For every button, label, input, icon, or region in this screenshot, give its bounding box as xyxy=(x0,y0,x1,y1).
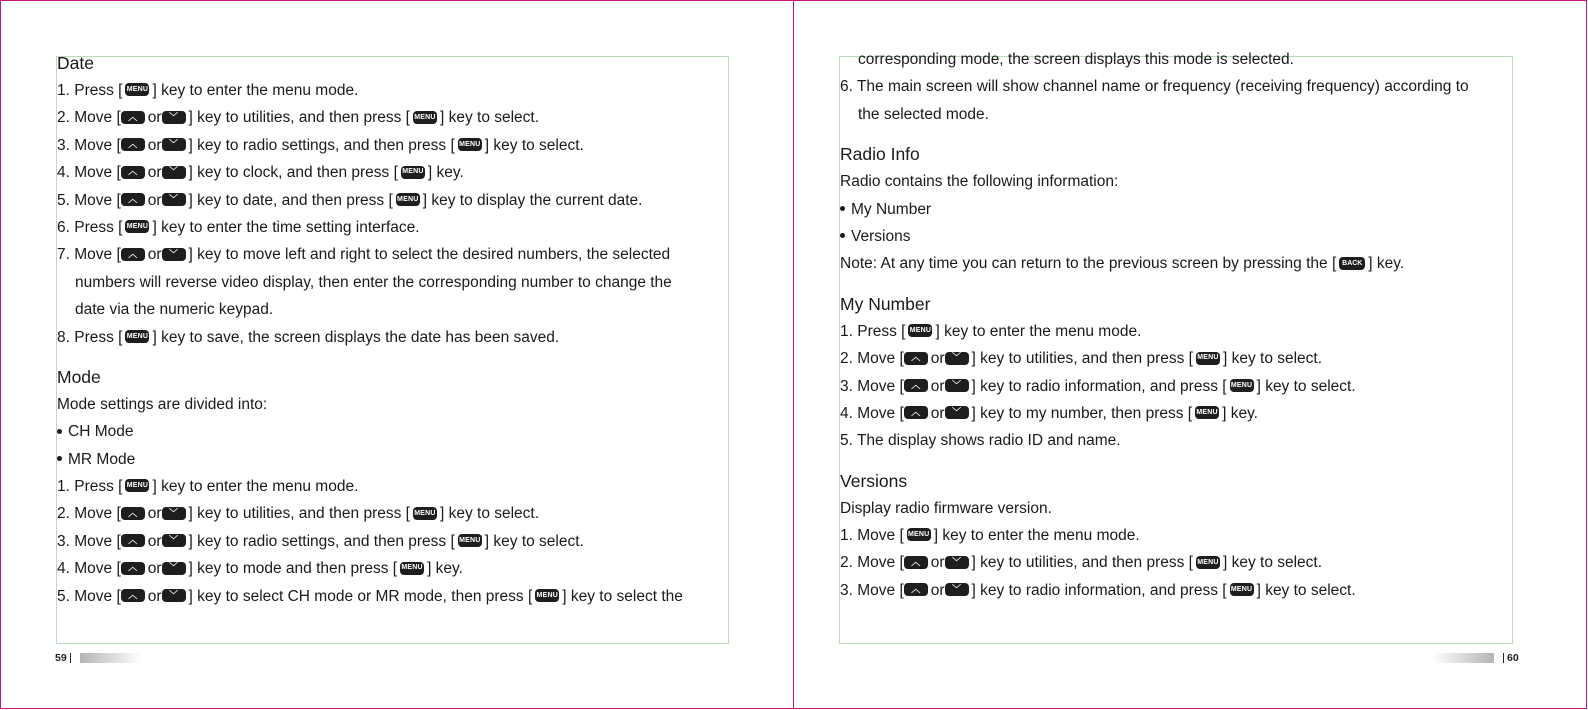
my-number-heading: My Number xyxy=(840,293,931,314)
menu-key-icon: MENU xyxy=(400,562,424,575)
radio-info-heading: Radio Info xyxy=(840,144,920,165)
mode-bullet-ch: CH Mode xyxy=(57,418,747,445)
menu-key-icon: MENU xyxy=(125,83,149,96)
menu-key-icon: MENU xyxy=(908,324,932,337)
menu-key-icon: MENU xyxy=(535,589,559,602)
bullet-icon xyxy=(840,233,845,238)
bullet-icon xyxy=(57,456,62,461)
date-step-6: 6. Press [ MENU ] key to enter the time setting interface. xyxy=(57,218,420,236)
mode-step-1: 1. Press [ MENU ] key to enter the menu mode. xyxy=(57,478,359,496)
down-key-icon: ﹀ xyxy=(945,379,969,392)
down-key-icon: ﹀ xyxy=(162,248,186,261)
date-heading: Date xyxy=(57,53,94,73)
date-step-7: 7. Move [ ︿ or ﹀ ] key to move left and right to select the desired numbers, the selected xyxy=(57,246,671,264)
menu-key-icon: MENU xyxy=(125,220,149,233)
down-key-icon: ﹀ xyxy=(945,352,969,365)
up-key-icon: ︿ xyxy=(121,248,145,261)
date-step-7-cont-1: numbers will reverse video display, then enter the corresponding number to change the xyxy=(75,273,672,291)
down-key-icon: ﹀ xyxy=(162,166,186,179)
versions-intro: Display radio firmware version. xyxy=(840,499,1052,517)
up-key-icon: ︿ xyxy=(121,166,145,179)
bullet-icon xyxy=(840,206,845,211)
versions-step-1: 1. Move [ MENU ] key to enter the menu mode. xyxy=(840,527,1140,545)
date-step-7-cont-2: date via the numeric keypad. xyxy=(75,301,274,319)
footer-gradient-bar xyxy=(80,653,142,663)
down-key-icon: ﹀ xyxy=(162,562,186,575)
my-number-step-2: 2. Move [ ︿ or ﹀ ] key to utilities, and then press [ MENU ] key to select. xyxy=(840,350,1323,368)
up-key-icon: ︿ xyxy=(121,111,145,124)
mode-step-2: 2. Move [ ︿ or ﹀ ] key to utilities, and then press [ MENU ] key to select. xyxy=(57,505,540,523)
my-number-step-5: 5. The display shows radio ID and name. xyxy=(840,432,1121,450)
up-key-icon: ︿ xyxy=(121,138,145,151)
menu-key-icon: MENU xyxy=(458,534,482,547)
date-step-5: 5. Move [ ︿ or ﹀ ] key to date, and then press [ MENU ] key to display the current date. xyxy=(57,191,643,209)
up-key-icon: ︿ xyxy=(121,193,145,206)
mode-step-5-cont: corresponding mode, the screen displays this mode is selected. xyxy=(858,51,1294,68)
mode-intro: Mode settings are divided into: xyxy=(57,395,268,413)
mode-heading: Mode xyxy=(57,366,101,387)
mode-step-3: 3. Move [ ︿ or ﹀ ] key to radio settings, and then press [ MENU ] key to select. xyxy=(57,532,584,550)
up-key-icon: ︿ xyxy=(121,589,145,602)
page-number-right: 60 xyxy=(1507,651,1519,664)
right-page-footer xyxy=(1432,652,1519,663)
date-step-2: 2. Move [ ︿ or ﹀ ] key to utilities, and then press [ MENU ] key to select. xyxy=(57,109,540,127)
up-key-icon: ︿ xyxy=(121,562,145,575)
menu-key-icon: MENU xyxy=(401,166,425,179)
back-key-note: Note: At any time you can return to the previous screen by pressing the [ BACK ] key. xyxy=(840,255,1405,273)
date-step-4: 4. Move [ ︿ or ﹀ ] key to clock, and then press [ MENU ] key. xyxy=(57,164,464,182)
menu-key-icon: MENU xyxy=(458,138,482,151)
down-key-icon: ﹀ xyxy=(945,556,969,569)
menu-key-icon: MENU xyxy=(1195,406,1219,419)
versions-step-2: 2. Move [ ︿ or ﹀ ] key to utilities, and then press [ MENU ] key to select. xyxy=(840,554,1323,572)
up-key-icon: ︿ xyxy=(904,556,928,569)
menu-key-icon: MENU xyxy=(396,193,420,206)
right-page-content xyxy=(840,46,1530,604)
footer-divider xyxy=(1503,653,1504,663)
menu-key-icon: MENU xyxy=(1196,352,1220,365)
versions-heading: Versions xyxy=(840,470,908,491)
mode-step-5: 5. Move [ ︿ or ﹀ ] key to select CH mode or MR mode, then press [ MENU ] key to select the xyxy=(57,587,683,605)
menu-key-icon: MENU xyxy=(907,528,931,541)
up-key-icon: ︿ xyxy=(904,406,928,419)
radio-info-bullet-versions: Versions xyxy=(840,223,1530,250)
down-key-icon: ﹀ xyxy=(162,111,186,124)
footer-divider xyxy=(70,653,71,663)
date-step-8: 8. Press [ MENU ] key to save, the screen displays the date has been saved. xyxy=(57,328,560,346)
bullet-icon xyxy=(57,429,62,434)
radio-info-bullet-my-number: My Number xyxy=(840,196,1530,223)
down-key-icon: ﹀ xyxy=(945,583,969,596)
up-key-icon: ︿ xyxy=(121,507,145,520)
menu-key-icon: MENU xyxy=(125,479,149,492)
up-key-icon: ︿ xyxy=(904,583,928,596)
radio-info-intro: Radio contains the following information: xyxy=(840,173,1119,191)
mode-step-4: 4. Move [ ︿ or ﹀ ] key to mode and then press [ MENU ] key. xyxy=(57,560,463,578)
date-step-3: 3. Move [ ︿ or ﹀ ] key to radio settings, and then press [ MENU ] key to select. xyxy=(57,136,584,154)
menu-key-icon: MENU xyxy=(413,111,437,124)
up-key-icon: ︿ xyxy=(121,534,145,547)
mode-step-6-cont: the selected mode. xyxy=(858,105,989,123)
left-page-footer xyxy=(55,652,142,663)
mode-step-6: 6. The main screen will show channel name or frequency (receiving frequency) according to xyxy=(840,78,1469,96)
menu-key-icon: MENU xyxy=(1196,556,1220,569)
date-step-1: 1. Press [ MENU ] key to enter the menu mode. xyxy=(57,82,359,99)
my-number-step-4: 4. Move [ ︿ or ﹀ ] key to my number, then press [ MENU ] key. xyxy=(840,404,1258,422)
down-key-icon: ﹀ xyxy=(162,589,186,602)
my-number-step-1: 1. Press [ MENU ] key to enter the menu mode. xyxy=(840,322,1142,340)
down-key-icon: ﹀ xyxy=(945,406,969,419)
up-key-icon: ︿ xyxy=(904,379,928,392)
down-key-icon: ﹀ xyxy=(162,534,186,547)
down-key-icon: ﹀ xyxy=(162,193,186,206)
mode-bullet-mr: MR Mode xyxy=(57,446,747,473)
up-key-icon: ︿ xyxy=(904,352,928,365)
down-key-icon: ﹀ xyxy=(162,507,186,520)
left-page-content xyxy=(57,46,747,610)
footer-gradient-bar xyxy=(1432,653,1494,663)
page-number-left: 59 xyxy=(55,651,67,664)
menu-key-icon: MENU xyxy=(1230,379,1254,392)
my-number-step-3: 3. Move [ ︿ or ﹀ ] key to radio information, and press [ MENU ] key to select. xyxy=(840,377,1356,395)
back-key-icon: BACK xyxy=(1339,257,1365,270)
menu-key-icon: MENU xyxy=(413,507,437,520)
menu-key-icon: MENU xyxy=(125,330,149,343)
versions-step-3: 3. Move [ ︿ or ﹀ ] key to radio information, and press [ MENU ] key to select. xyxy=(840,581,1356,599)
menu-key-icon: MENU xyxy=(1230,583,1254,596)
down-key-icon: ﹀ xyxy=(162,138,186,151)
